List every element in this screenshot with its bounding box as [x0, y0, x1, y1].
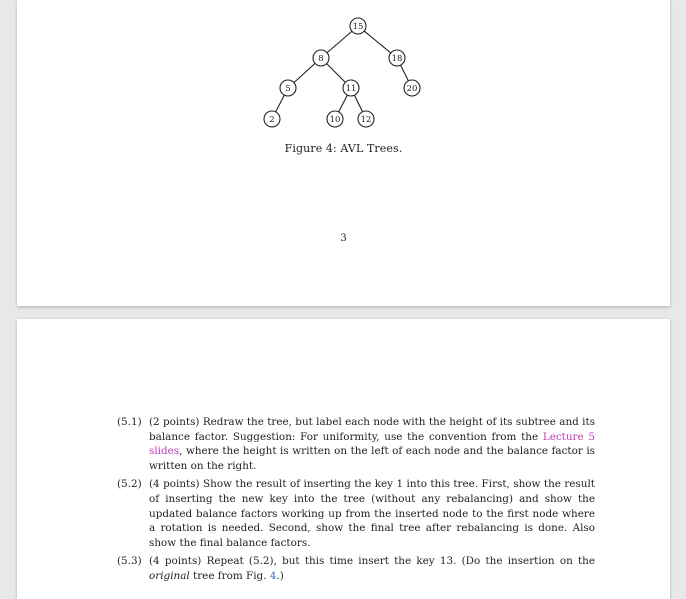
tree-node-label: 5	[285, 84, 291, 94]
question-number: (5.3)	[117, 555, 142, 568]
page-number: 3	[340, 233, 347, 244]
pdf-page-4	[17, 319, 670, 599]
question-list	[117, 415, 595, 588]
tree-node-label: 12	[360, 115, 372, 125]
tree-node	[343, 80, 359, 96]
figure-reference-link[interactable]: 4	[269, 569, 277, 582]
question-text-end: .)	[276, 569, 284, 582]
tree-node-label: 15	[352, 22, 364, 32]
tree-edge	[276, 95, 285, 112]
lecture-slides-link[interactable]: Lecture 5 slides	[149, 430, 595, 458]
question-5-1	[117, 415, 595, 473]
tree-node	[404, 80, 420, 96]
question-5-2	[117, 477, 595, 550]
tree-edge	[354, 95, 362, 112]
avl-tree-figure	[17, 0, 670, 140]
tree-node	[350, 18, 366, 34]
tree-edge	[339, 95, 348, 112]
tree-node-label: 10	[329, 115, 341, 125]
question-number: (5.1)	[117, 416, 142, 428]
tree-node-label: 18	[391, 54, 403, 64]
tree-edge	[327, 31, 352, 53]
question-text-middle: tree from Fig.	[189, 569, 270, 582]
emphasis-original: original	[149, 569, 190, 582]
tree-edge	[364, 31, 391, 53]
tree-edge	[401, 65, 409, 81]
tree-node-label: 20	[406, 84, 418, 94]
question-text: (2 points) Redraw the tree, but label each node with the height of its subtree and its balance factor. Suggestion: For uniformity, use the convention from the	[149, 416, 595, 443]
tree-edge	[327, 64, 346, 83]
figure-caption: Figure 4: AVL Trees.	[284, 142, 403, 155]
tree-node	[280, 80, 296, 96]
tree-node	[358, 111, 374, 127]
tree-node-label: 11	[345, 84, 357, 94]
pdf-page-3	[17, 0, 670, 306]
tree-node	[389, 50, 405, 66]
question-5-3	[117, 554, 595, 583]
tree-node	[264, 111, 280, 127]
tree-node-label: 8	[318, 54, 324, 64]
tree-node	[327, 111, 343, 127]
question-text-end: , where the height is written on the left of each node and the balance factor is written on the right.	[149, 445, 595, 472]
tree-node	[313, 50, 329, 66]
question-text: (4 points) Show the result of inserting the key 1 into this tree. First, show the result of inserting the new key into the tree (without any rebalancing) and show the updated balance factors working up from the inserted node to the first node where a rotation is needed. Second, show the final tree after rebalancing is done. Also show the final balance factors.	[149, 478, 595, 549]
question-number: (5.2)	[117, 478, 142, 491]
question-text: (4 points) Repeat (5.2), but this time insert the key 13. (Do the insertion on the	[149, 555, 595, 568]
tree-edge	[294, 63, 315, 82]
tree-node-label: 2	[269, 115, 275, 125]
